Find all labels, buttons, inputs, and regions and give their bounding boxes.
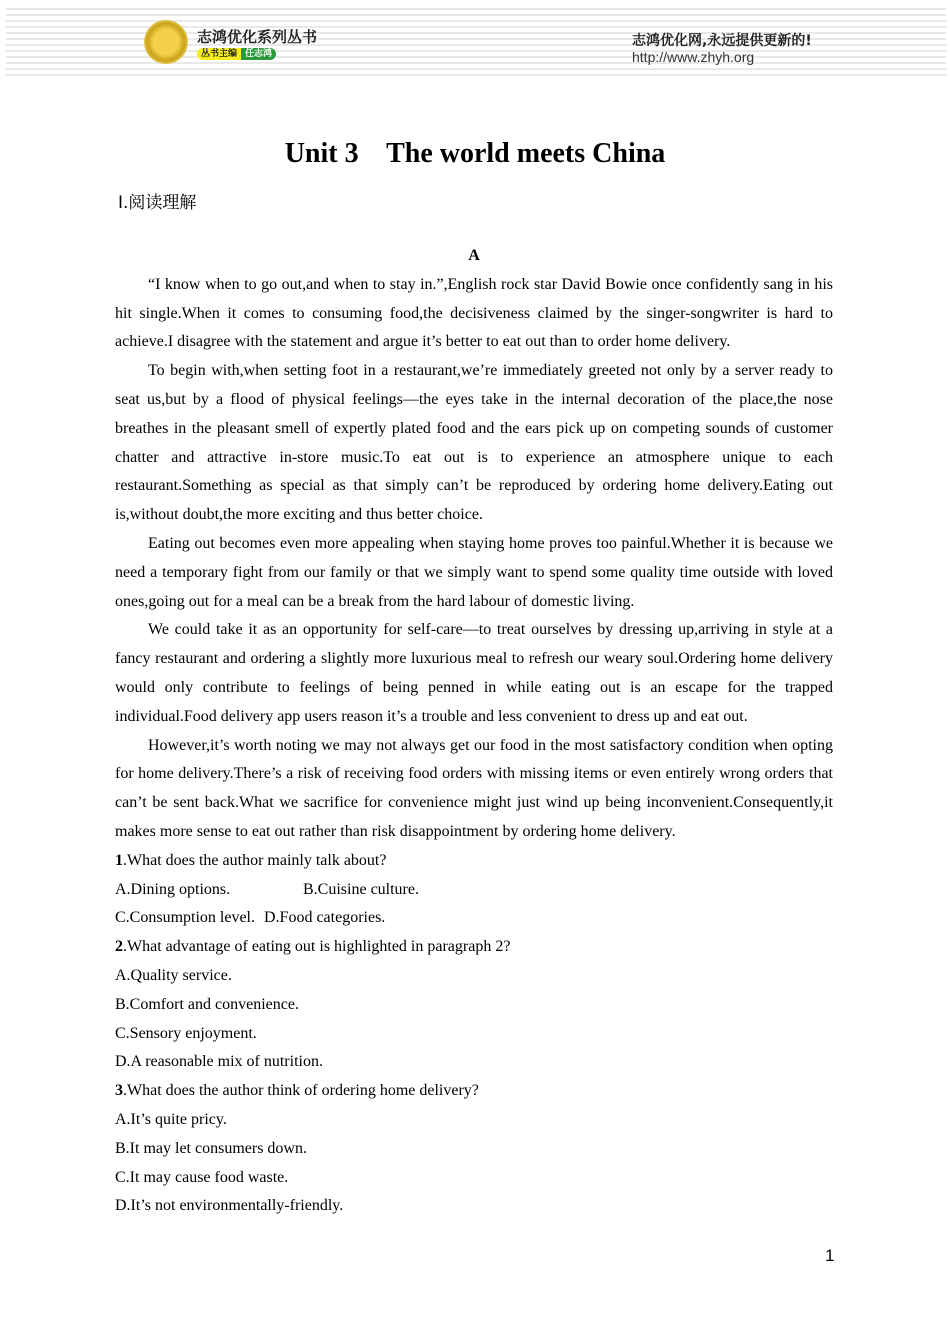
question-3 — [115, 1077, 833, 1106]
options-row — [115, 876, 833, 905]
paragraph: “I know when to go out,and when to stay in.”,English rock star David Bowie once confidently sang in his hit single.When it comes to consuming food,the decisiveness claimed by the singer-songwriter is hard to achieve.I disagree with the statement and argue it’s better to eat out than to order home delivery. — [115, 275, 833, 351]
option: A.Dining options. — [115, 880, 231, 898]
website-url: http://www.zhyh.org — [632, 49, 755, 65]
option: A.Quality service. — [115, 966, 232, 984]
option: B.It may let consumers down. — [115, 1139, 307, 1157]
option: A.It’s quite pricy. — [115, 1110, 227, 1128]
question-number: 3 — [115, 1082, 123, 1100]
question-text: .What does the author mainly talk about? — [123, 851, 387, 869]
question-number: 2 — [115, 938, 123, 956]
paragraph: Eating out becomes even more appealing when staying home proves too painful.Whether it is because we need a temporary fight from our family or that we simply want to spend some quality time outside with loved ones,going out for a meal can be a break from the hard labour of domestic living. — [115, 534, 833, 610]
passage-label: A — [468, 247, 480, 264]
question-text: .What advantage of eating out is highlighted in paragraph 2? — [123, 938, 511, 956]
options-row — [115, 904, 833, 933]
option: D.A reasonable mix of nutrition. — [115, 1053, 323, 1071]
page-title: Unit 3 The world meets China — [284, 138, 666, 169]
paragraph: However,it’s worth noting we may not always get our food in the most satisfactory condition when opting for home delivery.There’s a risk of receiving food orders with missing items or even entirely wrong orders that can’t be sent back.What we sacrifice for convenience might just wind up being inconvenient.Consequently,it makes more sense to eat out rather than risk disappointment by ordering home delivery. — [115, 736, 833, 840]
slogan: 志鸿优化网,永远提供更新的! — [632, 33, 812, 49]
page-number: 1 — [825, 1246, 835, 1265]
editor-tag — [197, 48, 276, 60]
section-heading: Ⅰ.阅读理解 — [118, 193, 197, 213]
option: B.Comfort and convenience. — [115, 995, 299, 1013]
brand-name: 志鸿优化系列丛书 — [197, 28, 318, 46]
option: D.It’s not environmentally-friendly. — [115, 1197, 344, 1215]
editor-name: 任志鸿 — [241, 48, 276, 60]
document-body — [115, 242, 833, 1221]
question-text: .What does the author think of ordering home delivery? — [123, 1082, 479, 1100]
option: C.Consumption level. — [115, 909, 255, 927]
option: C.It may cause food waste. — [115, 1168, 289, 1186]
option: B.Cuisine culture. — [303, 880, 419, 898]
publisher-logo — [144, 20, 188, 64]
option: C.Sensory enjoyment. — [115, 1024, 257, 1042]
question-number: 1 — [115, 851, 123, 869]
option: D.Food categories. — [264, 909, 386, 927]
editor-label: 丛书主编 — [197, 48, 241, 60]
paragraph: To begin with,when setting foot in a restaurant,we’re immediately greeted not only by a server ready to seat us,but by a flood of physical feelings—the eyes take in the internal decoration of the place,the nose breathes in the pleasant smell of expertly plated food and the ears pick up on competing sounds of customer chatter and attractive in-store music.To eat out is to experience an atmosphere unique to each restaurant.Something as special as that simply can’t be reproduced by ordering home delivery.Eating out is,without doubt,the more exciting and thus better choice. — [115, 362, 833, 524]
question-2 — [115, 933, 833, 962]
question-1 — [115, 847, 833, 876]
paragraph: We could take it as an opportunity for self-care—to treat ourselves by dressing up,arriving in style at a fancy restaurant and ordering a slightly more luxurious meal to refresh our weary soul.Ordering home delivery would only contribute to feelings of being penned in while eating out is an escape for the trapped individual.Food delivery app users reason it’s a trouble and less convenient to dress up and eat out. — [115, 621, 833, 725]
